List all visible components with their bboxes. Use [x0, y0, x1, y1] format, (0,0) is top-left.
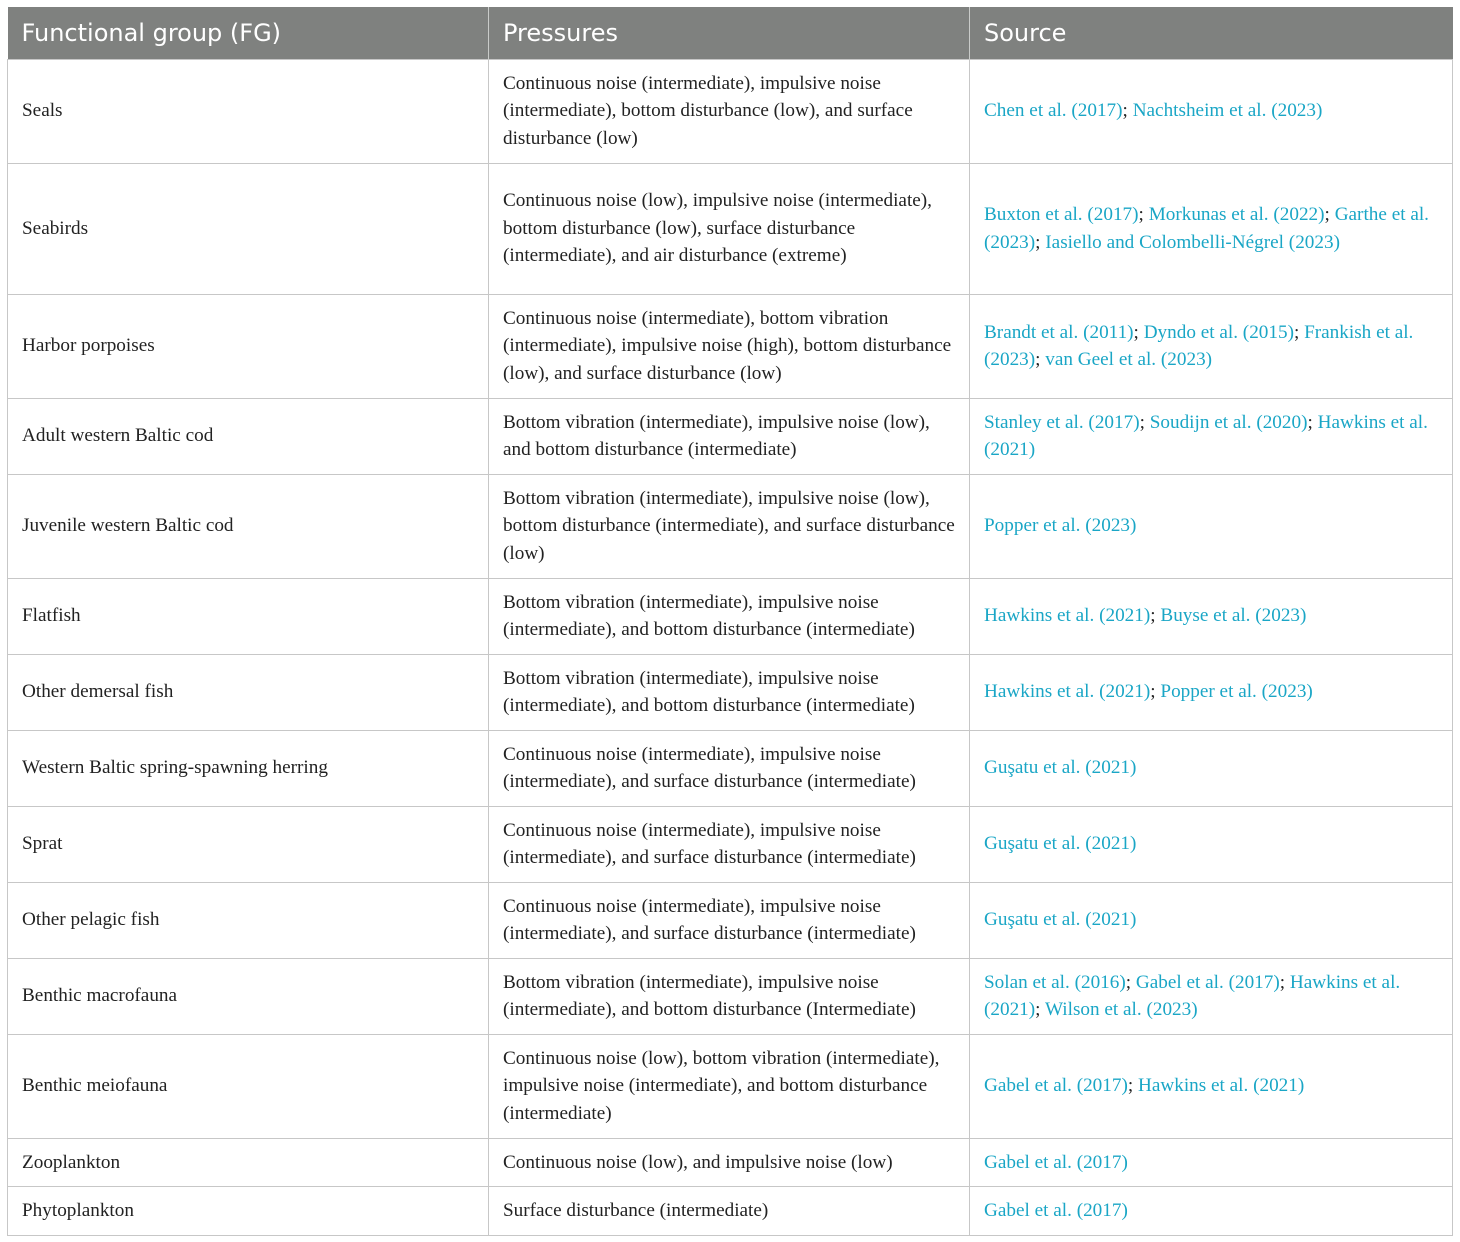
citation-link[interactable]: Gabel et al. (2017): [984, 1200, 1128, 1221]
fg-cell: Harbor porpoises: [8, 294, 489, 398]
citation-separator: ;: [1139, 411, 1150, 433]
citation-link[interactable]: Garthe et al. (2023): [984, 204, 1429, 253]
source-cell: [970, 1187, 1453, 1236]
pressures-cell: Continuous noise (low), impulsive noise (intermediate), bottom disturbance (low), surface disturbance (intermediate), and air disturbance (extreme): [489, 163, 970, 294]
pressures-cell: Bottom vibration (intermediate), impulsive noise (low), and bottom disturbance (intermediate): [489, 398, 970, 474]
pressures-cell: Continuous noise (intermediate), impulsive noise (intermediate), and surface disturbance (intermediate): [489, 730, 970, 806]
citation-link[interactable]: Gabel et al. (2017): [984, 1151, 1128, 1173]
citation-link[interactable]: van Geel et al. (2023): [1045, 349, 1213, 370]
source-cell: [970, 654, 1453, 730]
citation-link[interactable]: Popper et al. (2023): [984, 515, 1137, 537]
citation-link[interactable]: Hawkins et al. (2021): [984, 411, 1428, 460]
citation-separator: ;: [1293, 321, 1305, 343]
header-source: Source: [970, 7, 1453, 59]
fg-cell: Other pelagic fish: [8, 882, 489, 958]
pressures-cell: Continuous noise (low), bottom vibration (intermediate), impulsive noise (intermediate), and bottom disturbance (intermediate): [489, 1034, 970, 1138]
pressures-cell: Continuous noise (low), and impulsive noise (low): [489, 1138, 970, 1187]
table-row: [8, 654, 1453, 730]
table-row: [8, 59, 1453, 163]
citation-link[interactable]: Chen et al. (2017): [984, 100, 1123, 122]
citation-separator: ;: [1150, 605, 1161, 627]
table-row: [8, 1187, 1453, 1236]
citation-link[interactable]: Hawkins et al. (2021): [984, 605, 1151, 627]
source-cell: [970, 806, 1453, 882]
citation-link[interactable]: Hawkins et al. (2021): [984, 971, 1401, 1020]
table-row: [8, 1034, 1453, 1138]
citation-link[interactable]: Morkunas et al. (2022): [1148, 204, 1325, 225]
citation-separator: ;: [1035, 231, 1046, 253]
pressures-cell: Continuous noise (intermediate), impulsive noise (intermediate), bottom disturbance (low), and surface disturbance (low): [489, 59, 970, 163]
fg-cell: Flatfish: [8, 578, 489, 654]
citation-link[interactable]: Buyse et al. (2023): [1160, 605, 1307, 627]
pressures-cell: Continuous noise (intermediate), bottom vibration (intermediate), impulsive noise (high), bottom disturbance (low), and surface disturbance (low): [489, 294, 970, 398]
citation-link[interactable]: Iasiello and Colombelli-Négrel (2023): [1045, 231, 1340, 253]
table-row: [8, 958, 1453, 1034]
citation-link[interactable]: Guşatu et al. (2021): [984, 909, 1137, 931]
citation-link[interactable]: Gabel et al. (2017): [1135, 971, 1280, 993]
fg-cell: Other demersal fish: [8, 654, 489, 730]
source-cell: [970, 163, 1453, 294]
pressures-cell: Bottom vibration (intermediate), impulsive noise (low), bottom disturbance (intermediate), and surface disturbance (low): [489, 474, 970, 578]
fg-cell: Zooplankton: [8, 1138, 489, 1187]
citation-link[interactable]: Gabel et al. (2017): [984, 1075, 1128, 1097]
citation-separator: ;: [1138, 204, 1149, 225]
source-cell: [970, 398, 1453, 474]
source-cell: [970, 882, 1453, 958]
fg-cell: Seabirds: [8, 163, 489, 294]
citation-link[interactable]: Wilson et al. (2023): [1044, 999, 1198, 1020]
fg-cell: Seals: [8, 59, 489, 163]
source-cell: [970, 474, 1453, 578]
header-row: [8, 7, 1453, 59]
fg-cell: Adult western Baltic cod: [8, 398, 489, 474]
table-row: [8, 882, 1453, 958]
citation-separator: ;: [1125, 971, 1136, 993]
citation-link[interactable]: Nachtsheim et al. (2023): [1132, 100, 1323, 122]
citation-link[interactable]: Popper et al. (2023): [1160, 681, 1313, 703]
citation-link[interactable]: Brandt et al. (2011): [984, 321, 1134, 343]
citation-link[interactable]: Guşatu et al. (2021): [984, 833, 1137, 855]
citation-link[interactable]: Stanley et al. (2017): [984, 411, 1140, 433]
pressures-cell: Bottom vibration (intermediate), impulsive noise (intermediate), and bottom disturbance (intermediate): [489, 654, 970, 730]
table-row: [8, 730, 1453, 806]
source-cell: [970, 578, 1453, 654]
citation-separator: ;: [1307, 411, 1318, 433]
pressures-cell: Bottom vibration (intermediate), impulsive noise (intermediate), and bottom disturbance (Intermediate): [489, 958, 970, 1034]
table-row: [8, 294, 1453, 398]
table-container: [7, 7, 1452, 1236]
citation-separator: ;: [1279, 971, 1290, 993]
table-row: [8, 474, 1453, 578]
citation-link[interactable]: Hawkins et al. (2021): [1138, 1075, 1305, 1097]
source-cell: [970, 1138, 1453, 1187]
pressures-cell: Continuous noise (intermediate), impulsive noise (intermediate), and surface disturbance (intermediate): [489, 882, 970, 958]
source-cell: [970, 59, 1453, 163]
fg-cell: Benthic macrofauna: [8, 958, 489, 1034]
pressures-cell: Bottom vibration (intermediate), impulsive noise (intermediate), and bottom disturbance (intermediate): [489, 578, 970, 654]
header-pressures: Pressures: [489, 7, 970, 59]
citation-separator: ;: [1035, 349, 1046, 370]
citation-link[interactable]: Guşatu et al. (2021): [984, 757, 1137, 779]
table-header: [8, 7, 1453, 59]
source-cell: [970, 730, 1453, 806]
citation-link[interactable]: Frankish et al. (2023): [984, 321, 1414, 370]
citation-separator: ;: [1324, 204, 1335, 225]
header-functional-group: Functional group (FG): [8, 7, 489, 59]
citation-link[interactable]: Solan et al. (2016): [984, 971, 1126, 993]
source-cell: [970, 1034, 1453, 1138]
citation-link[interactable]: Buxton et al. (2017): [984, 204, 1139, 225]
functional-groups-table: [7, 7, 1453, 1236]
citation-separator: ;: [1035, 999, 1045, 1020]
source-cell: [970, 294, 1453, 398]
source-cell: [970, 958, 1453, 1034]
citation-separator: ;: [1133, 321, 1144, 343]
table-row: [8, 1138, 1453, 1187]
citation-separator: ;: [1150, 681, 1161, 703]
table-row: [8, 163, 1453, 294]
table-row: [8, 398, 1453, 474]
table-row: [8, 578, 1453, 654]
fg-cell: Phytoplankton: [8, 1187, 489, 1236]
citation-link[interactable]: Hawkins et al. (2021): [984, 681, 1151, 703]
citation-separator: ;: [1127, 1075, 1138, 1097]
table-body: [8, 59, 1453, 1235]
table-row: [8, 806, 1453, 882]
citation-separator: ;: [1122, 100, 1133, 122]
fg-cell: Benthic meiofauna: [8, 1034, 489, 1138]
fg-cell: Juvenile western Baltic cod: [8, 474, 489, 578]
citation-link[interactable]: Soudijn et al. (2020): [1149, 411, 1308, 433]
pressures-cell: Surface disturbance (intermediate): [489, 1187, 970, 1236]
fg-cell: Western Baltic spring-spawning herring: [8, 730, 489, 806]
pressures-cell: Continuous noise (intermediate), impulsive noise (intermediate), and surface disturbance (intermediate): [489, 806, 970, 882]
citation-link[interactable]: Dyndo et al. (2015): [1143, 321, 1294, 343]
fg-cell: Sprat: [8, 806, 489, 882]
